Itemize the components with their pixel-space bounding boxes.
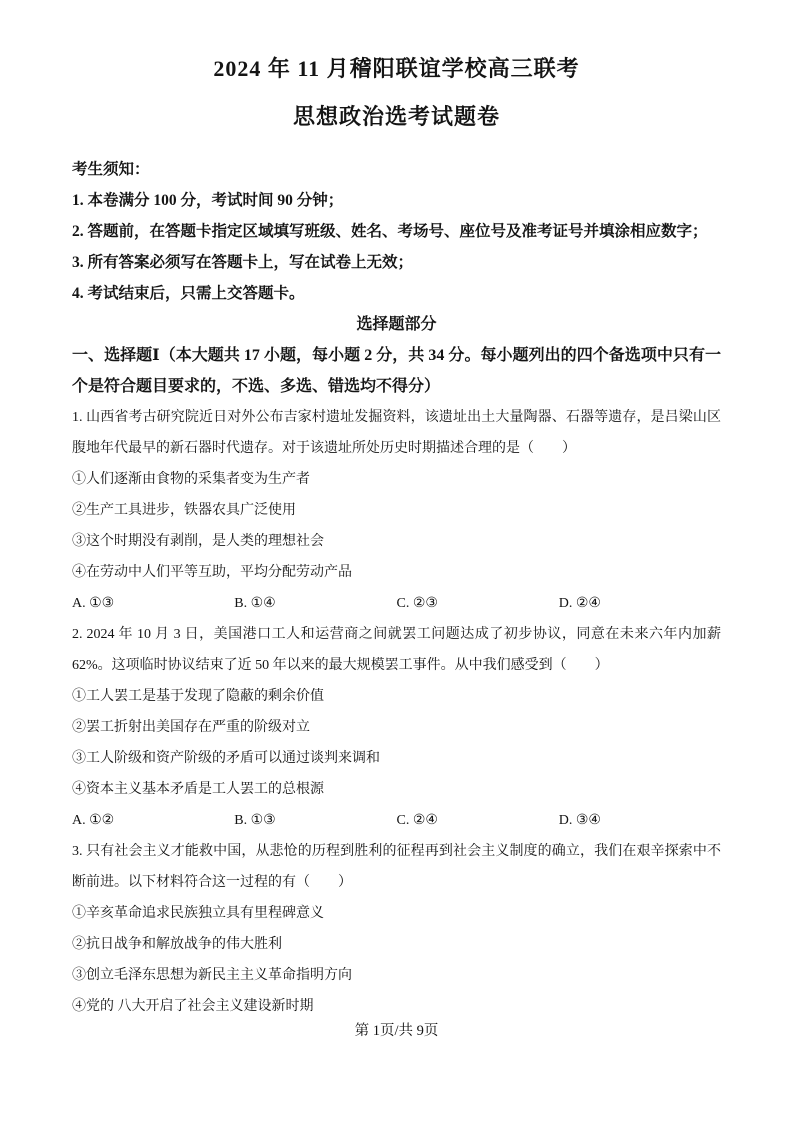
question-3-statement-4: ④党的 八大开启了社会主义建设新时期 (72, 999, 314, 1014)
exam-title-line2: 思想政治选考试题卷 (292, 104, 500, 129)
candidate-notice-section (72, 154, 721, 309)
page-number-footer: 第 1页/共 9页 (354, 1023, 439, 1039)
question-1-choice-c: C. ②③ (396, 596, 438, 611)
notice-heading: 考生须知： (72, 161, 150, 178)
question-1-stem: 1. 山西省考古研究院近日对外公布吉家村遗址发掘资料，该遗址出土大量陶器、石器等遗存，是吕梁山区腹地年代最早的新石器时代遗存。对于该遗址所处历史时期描述合理的是（ ） (72, 410, 721, 456)
question-2-choice-d: D. ③④ (558, 813, 601, 828)
question-1-choice-d: D. ②④ (558, 596, 601, 611)
question-1-choice-b: B. ①④ (234, 596, 276, 611)
question-1 (72, 402, 721, 619)
question-2-statement-2: ②罢工折射出美国存在严重的阶级对立 (72, 720, 310, 735)
part1-instruction: 一、选择题Ⅰ（本大题共 17 小题，每小题 2 分，共 34 分。每小题列出的四个备选项中只有一个是符合题目要求的，不选、多选、错选均不得分） (72, 347, 721, 395)
question-2 (72, 619, 721, 836)
question-3 (72, 836, 721, 1022)
choice-part-heading: 选择题部分 (356, 316, 437, 333)
notice-item-1: 1. 本卷满分 100 分，考试时间 90 分钟； (72, 192, 344, 209)
exam-title-line1: 2024 年 11 月稽阳联谊学校高三联考 (213, 56, 580, 81)
question-3-statement-2: ②抗日战争和解放战争的伟大胜利 (72, 937, 282, 952)
question-2-stem: 2. 2024 年 10 月 3 日，美国港口工人和运营商之间就罢工问题达成了初步协议，同意在未来六年内加薪 62%。这项临时协议结束了近 50 年以来的最大规模罢工事件。从中我们感受到（ ） (72, 627, 721, 673)
question-3-statement-1: ①辛亥革命追求民族独立具有里程碑意义 (72, 906, 324, 921)
question-3-statement-3: ③创立毛泽东思想为新民主主义革命指明方向 (72, 968, 352, 983)
notice-item-4: 4. 考试结束后，只需上交答题卡。 (72, 285, 305, 302)
question-1-statement-2: ②生产工具进步，铁器农具广泛使用 (72, 503, 296, 518)
notice-item-3: 3. 所有答案必须写在答题卡上，写在试卷上无效； (72, 254, 414, 271)
question-2-statement-1: ①工人罢工是基于发现了隐蔽的剩余价值 (72, 689, 324, 704)
question-2-choice-a: A. ①② (72, 813, 115, 828)
question-1-choice-a: A. ①③ (72, 596, 115, 611)
question-3-stem: 3. 只有社会主义才能救中国，从悲怆的历程到胜利的征程再到社会主义制度的确立，我们在艰辛探索中不断前进。以下材料符合这一过程的有（ ） (72, 844, 721, 890)
question-2-choices-row (72, 805, 721, 836)
notice-item-2: 2. 答题前，在答题卡指定区域填写班级、姓名、考场号、座位号及准考证号并填涂相应数字； (72, 223, 708, 240)
question-2-choice-c: C. ②④ (396, 813, 438, 828)
question-1-statement-1: ①人们逐渐由食物的采集者变为生产者 (72, 472, 310, 487)
question-2-choice-b: B. ①③ (234, 813, 276, 828)
question-1-statement-4: ④在劳动中人们平等互助，平均分配劳动产品 (72, 565, 352, 580)
question-2-statement-3: ③工人阶级和资产阶级的矛盾可以通过谈判来调和 (72, 751, 380, 766)
question-1-statement-3: ③这个时期没有剥削，是人类的理想社会 (72, 534, 324, 549)
question-2-statement-4: ④资本主义基本矛盾是工人罢工的总根源 (72, 782, 324, 797)
question-1-choices-row (72, 588, 721, 619)
